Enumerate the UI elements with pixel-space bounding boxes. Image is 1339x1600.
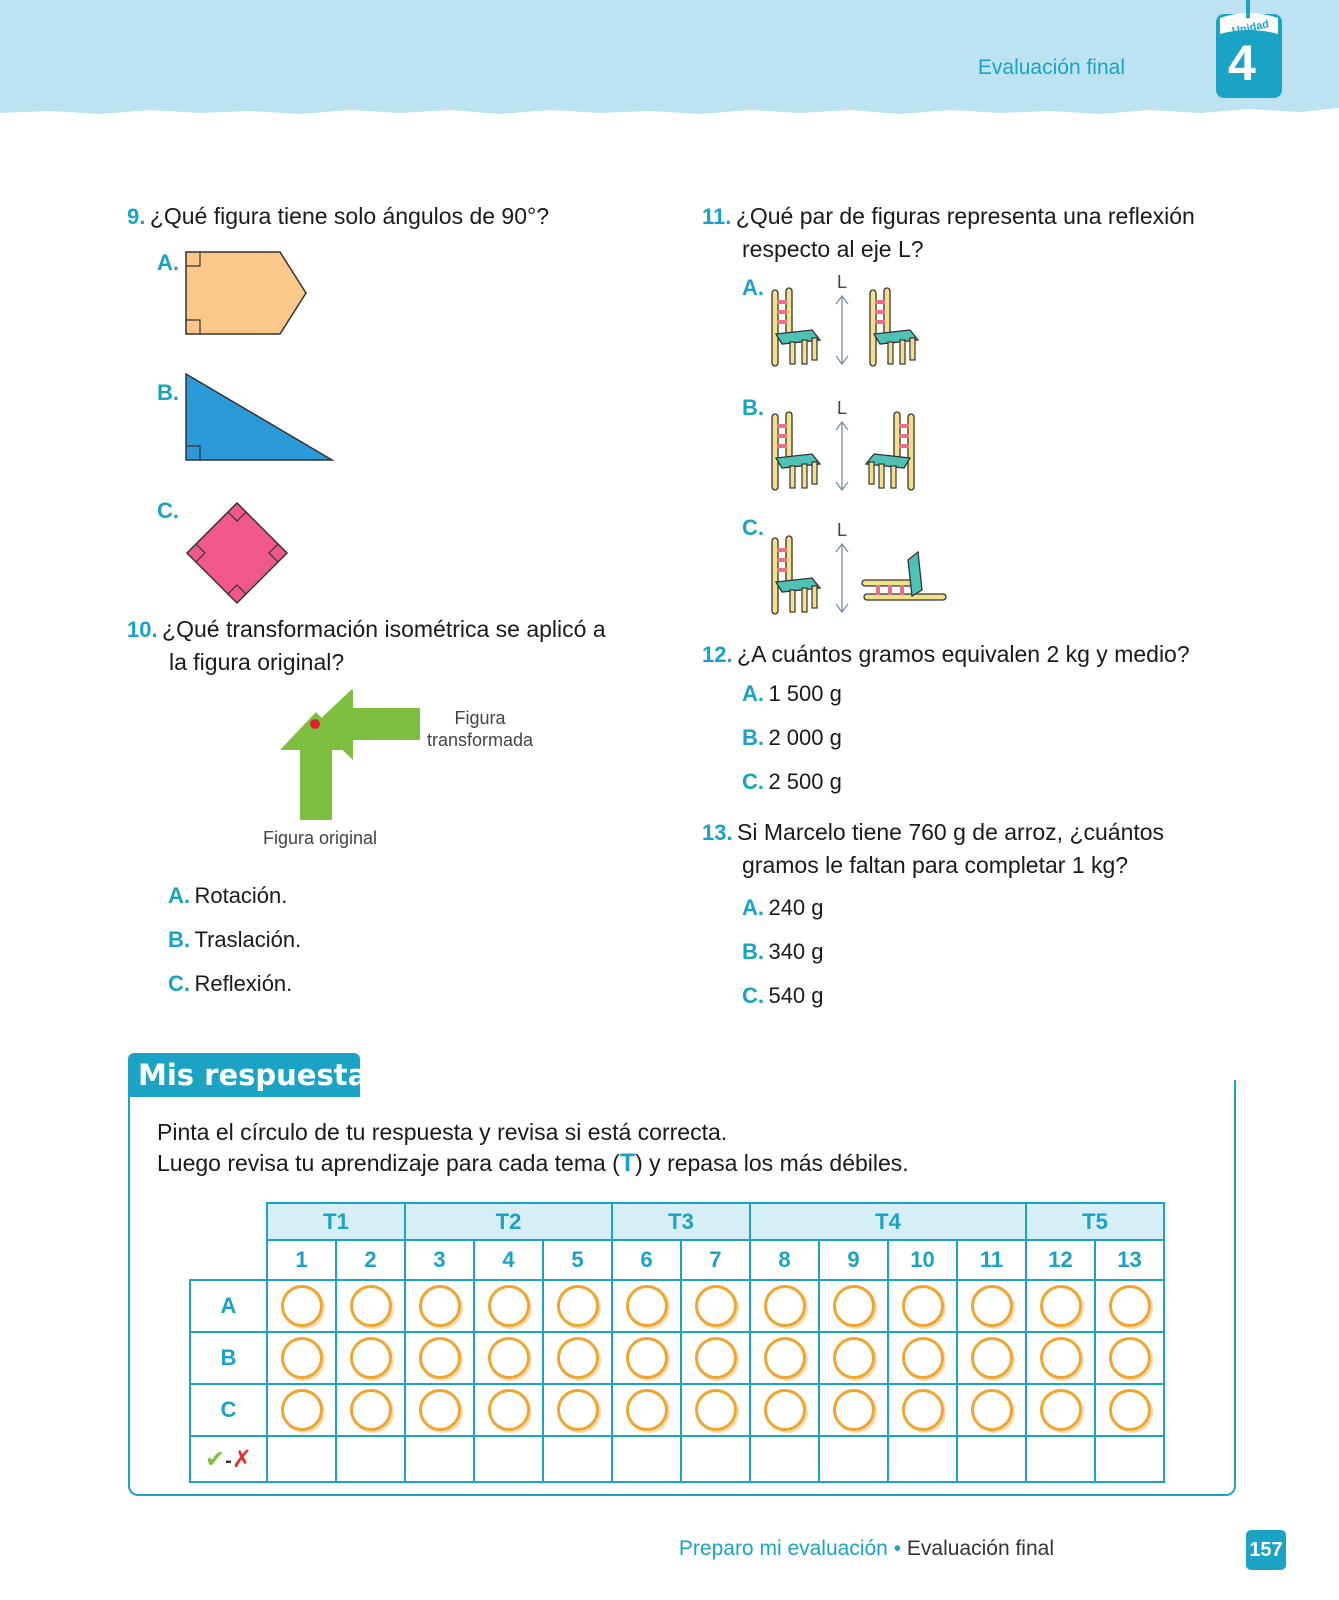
answer-circle[interactable] (626, 1285, 668, 1327)
answer-cell (750, 1384, 819, 1436)
answer-circle[interactable] (557, 1389, 599, 1431)
question-text-line2: la figura original? (169, 649, 345, 675)
figure-transformed-line1: Figura (454, 708, 506, 728)
check-row (190, 1436, 1164, 1482)
answer-circle[interactable] (488, 1337, 530, 1379)
check-cell[interactable] (543, 1436, 612, 1482)
answer-cell (612, 1384, 681, 1436)
answer-cell (888, 1280, 957, 1332)
answer-circle[interactable] (902, 1337, 944, 1379)
answer-circle[interactable] (971, 1337, 1013, 1379)
answer-circle[interactable] (764, 1285, 806, 1327)
option-letter: A. (742, 681, 764, 706)
q10-option-c (168, 963, 301, 1007)
question-12 (702, 638, 1190, 671)
answer-cell (267, 1332, 336, 1384)
option-text: Traslación. (194, 927, 302, 952)
answer-cell (267, 1280, 336, 1332)
question-number: 9. (127, 204, 146, 229)
answer-cell (336, 1384, 405, 1436)
figure-original-label: Figura original (262, 828, 378, 848)
row-label: B (190, 1332, 267, 1384)
q10-option-a (168, 875, 301, 919)
answer-circle[interactable] (626, 1337, 668, 1379)
q11-b-axis-label: L (837, 398, 848, 418)
q11-a-right-chair (866, 286, 922, 370)
answers-title: Mis respuestas (138, 1058, 385, 1092)
answer-circle[interactable] (281, 1285, 323, 1327)
option-text: 2 500 g (768, 769, 842, 794)
answer-circle[interactable] (1040, 1389, 1082, 1431)
question-col-header: 1 (267, 1240, 336, 1280)
q9-option-a-letter: A. (157, 250, 179, 275)
answer-cell (819, 1332, 888, 1384)
q12-option-c (742, 761, 842, 805)
q11-b-right-chair-mirrored (862, 410, 918, 494)
answer-cell (1026, 1332, 1095, 1384)
check-cell[interactable] (1095, 1436, 1164, 1482)
question-col-header: 5 (543, 1240, 612, 1280)
question-col-header: 9 (819, 1240, 888, 1280)
q11-option-b-letter: B. (742, 395, 764, 420)
option-letter: C. (742, 983, 764, 1008)
check-cell[interactable] (612, 1436, 681, 1482)
header-section-title: Evaluación final (977, 56, 1125, 79)
answer-cell (957, 1280, 1026, 1332)
answer-cell (336, 1280, 405, 1332)
instructions-line1: Pinta el círculo de tu respuesta y revisa si está correcta. (157, 1119, 728, 1145)
q11-b-left-chair (768, 410, 824, 494)
instructions-line2b: ) y repasa los más débiles. (635, 1150, 909, 1176)
answer-circle[interactable] (1109, 1337, 1151, 1379)
question-13 (702, 816, 1262, 882)
answer-circle[interactable] (281, 1389, 323, 1431)
topic-header: T2 (405, 1203, 612, 1240)
answer-cell (1095, 1384, 1164, 1436)
answer-cell (957, 1384, 1026, 1436)
check-cell[interactable] (819, 1436, 888, 1482)
answer-circle[interactable] (695, 1389, 737, 1431)
answer-cell (336, 1332, 405, 1384)
answer-cell (681, 1280, 750, 1332)
answer-circle[interactable] (1109, 1389, 1151, 1431)
answer-cell (750, 1280, 819, 1332)
answer-cell (267, 1384, 336, 1436)
answer-circle[interactable] (833, 1285, 875, 1327)
q9-pentagon-figure (180, 246, 312, 342)
question-text: ¿Qué figura tiene solo ángulos de 90°? (149, 203, 549, 229)
footer-section: Preparo mi evaluación (678, 1537, 888, 1560)
question-col-header: 10 (888, 1240, 957, 1280)
q13-option-a (742, 887, 824, 931)
answer-cell (750, 1332, 819, 1384)
answer-cell (1026, 1280, 1095, 1332)
question-col-header: 2 (336, 1240, 405, 1280)
empty-corner (190, 1203, 267, 1240)
answer-cell (543, 1332, 612, 1384)
empty-corner (190, 1240, 267, 1280)
answer-cell (888, 1332, 957, 1384)
footer-text (679, 1537, 1054, 1561)
topic-header: T3 (612, 1203, 750, 1240)
check-cell[interactable] (405, 1436, 474, 1482)
q9-option-b-letter: B. (157, 380, 179, 405)
question-col-header: 6 (612, 1240, 681, 1280)
option-text: 340 g (768, 939, 824, 964)
answer-cell (405, 1332, 474, 1384)
q12-options (742, 673, 842, 805)
question-col-header: 8 (750, 1240, 819, 1280)
option-letter: C. (742, 769, 764, 794)
option-letter: B. (168, 927, 190, 952)
answer-circle[interactable] (971, 1389, 1013, 1431)
answer-cell (543, 1384, 612, 1436)
check-row-label (190, 1436, 267, 1482)
answer-circle[interactable] (764, 1337, 806, 1379)
instructions-line2 (157, 1148, 909, 1179)
footer-bullet: • (893, 1537, 902, 1560)
answer-circle[interactable] (557, 1285, 599, 1327)
check-icon: ✔ (205, 1445, 226, 1473)
question-col-header: 4 (474, 1240, 543, 1280)
answer-circle[interactable] (833, 1337, 875, 1379)
option-text: 240 g (768, 895, 824, 920)
answer-row-a (190, 1280, 1164, 1332)
option-letter: B. (742, 939, 764, 964)
option-text: 2 000 g (768, 725, 842, 750)
answer-circle[interactable] (419, 1389, 461, 1431)
question-9 (127, 200, 549, 233)
answer-circle[interactable] (350, 1337, 392, 1379)
check-cell[interactable] (474, 1436, 543, 1482)
check-cell[interactable] (681, 1436, 750, 1482)
answer-circle[interactable] (626, 1389, 668, 1431)
question-text-line2: gramos le faltan para completar 1 kg? (742, 852, 1129, 878)
answer-circle[interactable] (902, 1389, 944, 1431)
answer-cell (474, 1384, 543, 1436)
answer-cell (957, 1332, 1026, 1384)
q9-triangle-figure (180, 368, 336, 464)
answer-cell (819, 1280, 888, 1332)
question-text: ¿A cuántos gramos equivalen 2 kg y medio? (737, 641, 1190, 667)
question-number: 11. (702, 204, 732, 229)
question-number: 13. (702, 820, 733, 845)
answer-row-c (190, 1384, 1164, 1436)
question-number: 12. (702, 642, 733, 667)
q11-option-c-letter: C. (742, 515, 764, 540)
question-10 (127, 613, 687, 679)
topic-header: T1 (267, 1203, 405, 1240)
unit-label: Unidad (1231, 18, 1271, 38)
q11-c-right-chair-rotated (860, 548, 950, 604)
row-label: A (190, 1280, 267, 1332)
q11-option-a-letter: A. (742, 275, 764, 300)
answer-cell (1095, 1280, 1164, 1332)
question-col-header: 3 (405, 1240, 474, 1280)
question-text-line2: respecto al eje L? (742, 236, 924, 262)
check-cell[interactable] (336, 1436, 405, 1482)
question-text-line1: Si Marcelo tiene 760 g de arroz, ¿cuántos (737, 819, 1165, 845)
answer-cell (819, 1384, 888, 1436)
q11-c-left-chair (768, 534, 824, 618)
answer-cell (405, 1384, 474, 1436)
option-letter: B. (742, 725, 764, 750)
answer-circle[interactable] (1040, 1337, 1082, 1379)
row-label: C (190, 1384, 267, 1436)
footer-subsection: Evaluación final (906, 1537, 1054, 1560)
question-col-header: 12 (1026, 1240, 1095, 1280)
answers-instructions (157, 1117, 909, 1179)
option-text: 1 500 g (768, 681, 842, 706)
check-cell[interactable] (957, 1436, 1026, 1482)
topic-header: T5 (1026, 1203, 1164, 1240)
q10-arrows-figure (280, 690, 420, 822)
answer-cell (474, 1280, 543, 1332)
q13-option-c (742, 975, 824, 1019)
q11-a-left-chair (768, 286, 824, 370)
option-letter: C. (168, 971, 190, 996)
answer-circle[interactable] (488, 1389, 530, 1431)
q10-options (168, 875, 301, 1007)
answer-circle[interactable] (833, 1389, 875, 1431)
answer-circle[interactable] (1109, 1285, 1151, 1327)
figure-transformed-label (420, 707, 540, 751)
check-cell[interactable] (750, 1436, 819, 1482)
q11-c-axis-arrow (834, 542, 850, 614)
unit-number: 4 (1228, 35, 1256, 91)
answer-cell (681, 1384, 750, 1436)
instructions-line2a: Luego revisa tu aprendizaje para cada tema ( (157, 1150, 620, 1176)
answer-cell (1095, 1332, 1164, 1384)
q11-a-axis-label: L (837, 272, 848, 292)
q13-options (742, 887, 824, 1019)
answer-circle[interactable] (350, 1285, 392, 1327)
q9-option-c-letter: C. (157, 498, 179, 523)
question-number: 10. (127, 617, 158, 642)
dash: - (225, 1449, 232, 1472)
q10-option-b (168, 919, 301, 963)
answer-circle[interactable] (695, 1337, 737, 1379)
q11-a-axis-arrow (834, 294, 850, 366)
answer-circle[interactable] (764, 1389, 806, 1431)
option-text: Reflexión. (194, 971, 293, 996)
cross-icon: ✗ (231, 1445, 252, 1473)
topic-row (190, 1203, 1164, 1240)
check-cell[interactable] (1026, 1436, 1095, 1482)
answer-cell (888, 1384, 957, 1436)
answer-circle[interactable] (419, 1285, 461, 1327)
answer-cell (681, 1332, 750, 1384)
option-letter: A. (168, 883, 190, 908)
option-text: Rotación. (194, 883, 288, 908)
q12-option-a (742, 673, 842, 717)
q11-b-axis-arrow (834, 420, 850, 492)
header-band (0, 0, 1339, 118)
topic-header: T4 (750, 1203, 1026, 1240)
answer-cell (612, 1280, 681, 1332)
question-text-line1: ¿Qué transformación isométrica se aplicó a (162, 616, 606, 642)
page-number: 157 (1246, 1530, 1286, 1570)
check-cell[interactable] (267, 1436, 336, 1482)
answer-circle[interactable] (971, 1285, 1013, 1327)
check-cell[interactable] (888, 1436, 957, 1482)
answer-cell (612, 1332, 681, 1384)
q12-option-b (742, 717, 842, 761)
answer-circle[interactable] (350, 1389, 392, 1431)
answer-cell (543, 1280, 612, 1332)
answer-circle[interactable] (1040, 1285, 1082, 1327)
answer-grid (189, 1202, 1165, 1483)
question-number-row (190, 1240, 1164, 1280)
q13-option-b (742, 931, 824, 975)
question-col-header: 11 (957, 1240, 1026, 1280)
option-letter: A. (742, 895, 764, 920)
answer-circle[interactable] (902, 1285, 944, 1327)
answer-cell (405, 1280, 474, 1332)
question-col-header: 13 (1095, 1240, 1164, 1280)
answer-cell (474, 1332, 543, 1384)
answer-row-b (190, 1332, 1164, 1384)
answer-circle[interactable] (557, 1337, 599, 1379)
answer-circle[interactable] (419, 1337, 461, 1379)
figure-transformed-line2: transformada (426, 730, 534, 750)
answer-circle[interactable] (488, 1285, 530, 1327)
topic-marker: T (619, 1149, 636, 1177)
answer-circle[interactable] (281, 1337, 323, 1379)
q9-square-figure (184, 500, 290, 606)
answer-cell (1026, 1384, 1095, 1436)
q11-c-axis-label: L (837, 520, 848, 540)
question-col-header: 7 (681, 1240, 750, 1280)
question-11 (702, 200, 1262, 266)
option-text: 540 g (768, 983, 824, 1008)
answer-circle[interactable] (695, 1285, 737, 1327)
question-text-line1: ¿Qué par de figuras representa una reflexión (735, 203, 1195, 229)
